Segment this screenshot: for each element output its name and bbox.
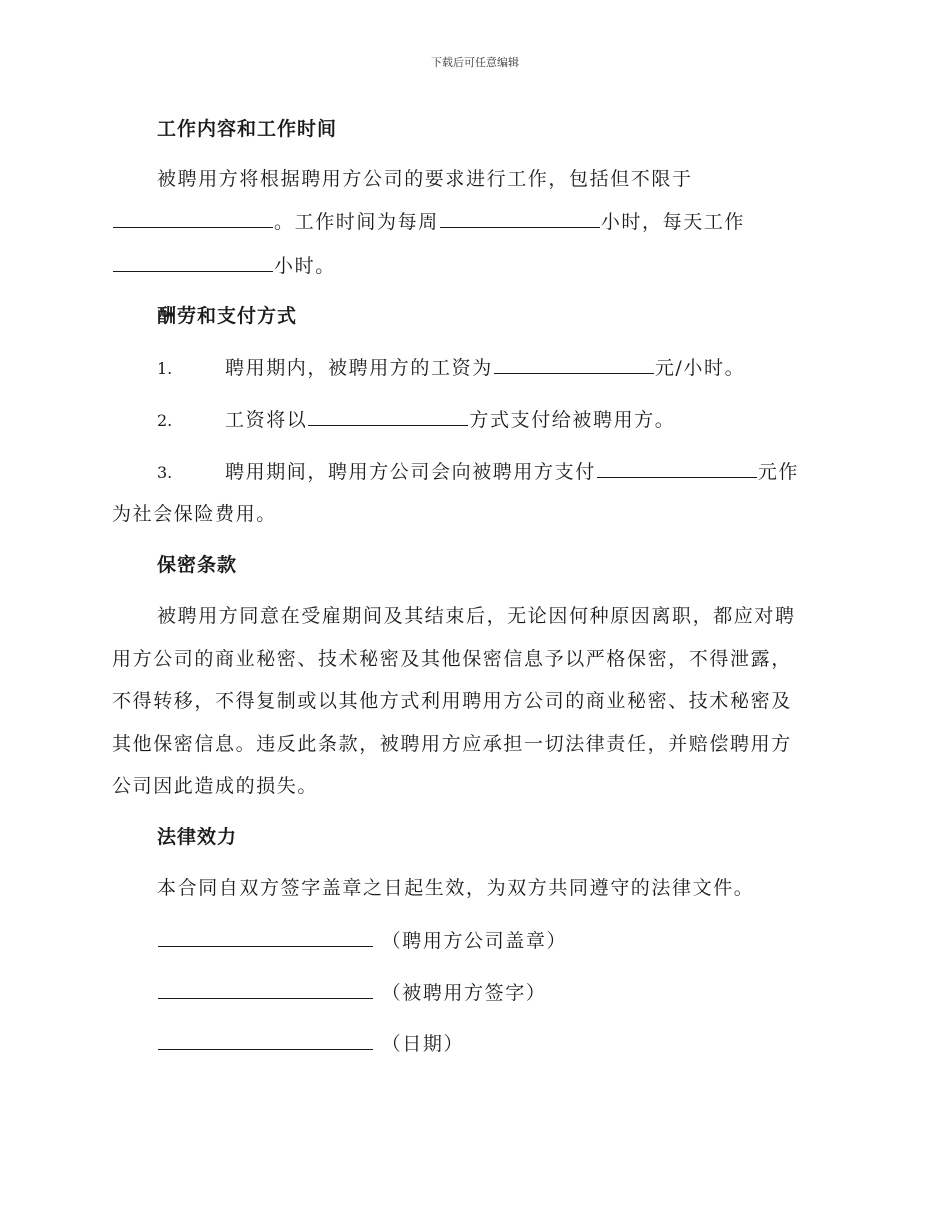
pay-item-3-continued: 为社会保险费用。 — [112, 503, 277, 525]
work-text-hours-day: 小时，每天工作 — [600, 211, 746, 233]
pay-item-text: 聘用期间，聘用方公司会向被聘用方支付 — [225, 461, 596, 483]
work-line-3 — [112, 253, 832, 278]
signature-label: （被聘用方签字） — [381, 982, 547, 1004]
confidential-line: 被聘用方同意在受雇期间及其结束后，无论因何种原因离职，都应对聘 — [157, 605, 796, 627]
fill-blank-wage[interactable] — [494, 355, 654, 374]
work-line-1: 被聘用方将根据聘用方公司的要求进行工作，包括但不限于 — [157, 168, 693, 190]
pay-item-number: 3. — [157, 463, 173, 482]
fill-blank-payment-method[interactable] — [308, 407, 468, 426]
pay-item-text: 元作 — [757, 461, 800, 483]
page-header: 下载后可任意编辑 — [431, 56, 519, 69]
confidential-line: 不得转移，不得复制或以其他方式利用聘用方公司的商业秘密、技术秘密及 — [112, 690, 792, 712]
work-text-hours-week: 。工作时间为每周 — [274, 211, 439, 233]
confidential-line: 用方公司的商业秘密、技术秘密及其他保密信息予以严格保密，不得泄露， — [112, 648, 792, 670]
pay-item-number: 1. — [157, 359, 173, 378]
legal-text: 本合同自双方签字盖章之日起生效，为双方共同遵守的法律文件。 — [157, 877, 755, 899]
section-heading-legal: 法律效力 — [157, 826, 238, 848]
confidential-line: 其他保密信息。违反此条款，被聘用方应承担一切法律责任，并赔偿聘用方 — [112, 733, 792, 755]
signature-blank[interactable] — [158, 928, 373, 947]
pay-item-text: 聘用期内，被聘用方的工资为 — [225, 357, 493, 379]
signature-line-employee — [157, 980, 877, 1005]
pay-item-text: 工资将以 — [225, 409, 308, 431]
pay-item-2 — [157, 407, 877, 433]
confidential-line: 公司因此造成的损失。 — [112, 775, 319, 797]
signature-blank[interactable] — [158, 1031, 373, 1050]
fill-blank-work-content[interactable] — [113, 209, 273, 228]
pay-item-number: 2. — [157, 411, 173, 430]
signature-label: （日期） — [381, 1033, 465, 1055]
signature-line-company — [157, 928, 877, 953]
work-text-hours-end: 小时。 — [274, 255, 336, 277]
work-line-2 — [112, 209, 832, 234]
section-heading-pay: 酬劳和支付方式 — [157, 305, 298, 327]
section-heading-work: 工作内容和工作时间 — [157, 118, 338, 140]
pay-item-text: 方式支付给被聘用方。 — [469, 409, 676, 431]
pay-item-3 — [157, 459, 877, 485]
signature-line-date — [157, 1031, 877, 1056]
pay-item-text: 元/小时。 — [654, 357, 746, 379]
fill-blank-hours-week[interactable] — [440, 209, 600, 228]
signature-blank[interactable] — [158, 980, 373, 999]
section-heading-confidential: 保密条款 — [157, 554, 238, 576]
pay-item-1 — [157, 355, 877, 381]
fill-blank-insurance[interactable] — [597, 459, 757, 478]
fill-blank-hours-day[interactable] — [113, 253, 273, 272]
signature-label: （聘用方公司盖章） — [381, 930, 568, 952]
